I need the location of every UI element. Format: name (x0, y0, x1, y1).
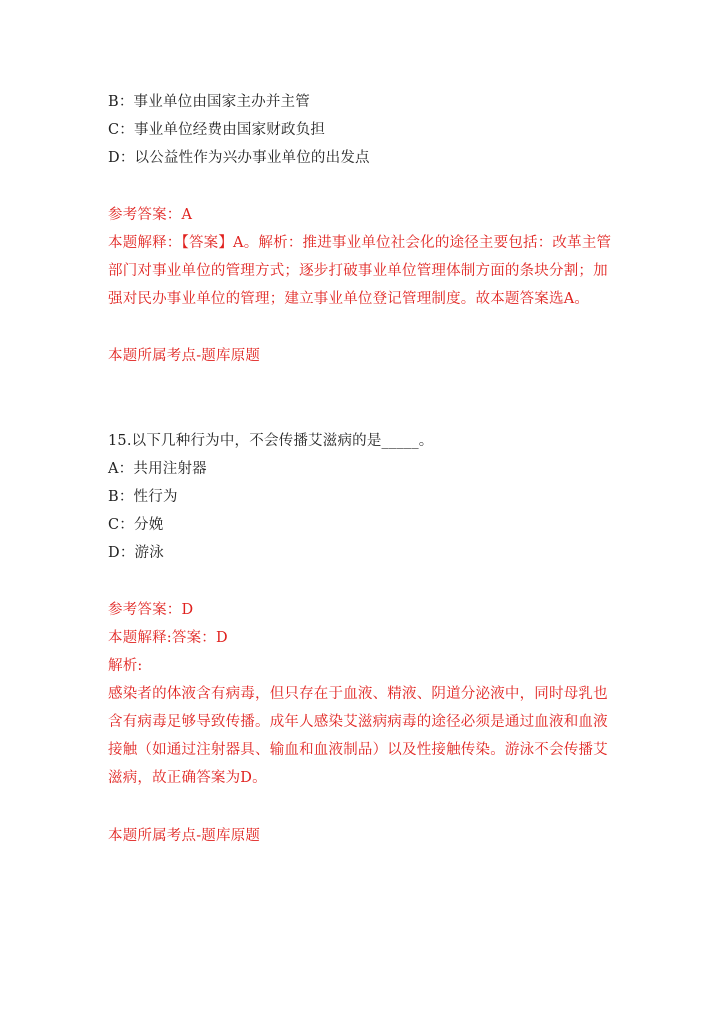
q15-option-d: D：游泳 (108, 545, 164, 561)
q15-source: 本题所属考点-题库原题 (108, 828, 261, 844)
q14-option-b: B：事业单位由国家主办并主管 (108, 94, 310, 110)
q14-option-d: D：以公益性作为兴办事业单位的出发点 (108, 150, 370, 166)
q15-analysis-line-2: 含有病毒足够导致传播。成年人感染艾滋病病毒的途径必须是通过血液和血液 (108, 714, 608, 730)
q14-option-c: C：事业单位经费由国家财政负担 (108, 122, 326, 138)
q15-option-c: C：分娩 (108, 517, 164, 533)
q15-explanation-header: 本题解释:答案：D (108, 630, 228, 646)
q14-explanation-line-2: 部门对事业单位的管理方式；逐步打破事业单位管理体制方面的条块分割；加 (108, 263, 608, 279)
q15-analysis-line-3: 接触（如通过注射器具、输血和血液制品）以及性接触传染。游泳不会传播艾 (108, 742, 608, 758)
q15-analysis-line-1: 感染者的体液含有病毒，但只存在于血液、精液、阴道分泌液中，同时母乳也 (108, 686, 608, 702)
q14-source: 本题所属考点-题库原题 (108, 348, 261, 364)
q15-answer: 参考答案：D (108, 602, 194, 618)
q15-analysis-line-4: 滋病，故正确答案为D。 (108, 770, 267, 786)
q14-explanation-line-3: 强对民办事业单位的管理；建立事业单位登记管理制度。故本题答案选A。 (108, 291, 590, 307)
q14-explanation-line-1: 本题解释：【答案】A。解析：推进事业单位社会化的途径主要包括：改革主管 (108, 235, 612, 251)
q15-option-b: B：性行为 (108, 489, 178, 505)
q15-question: 15.以下几种行为中，不会传播艾滋病的是_____。 (108, 433, 434, 449)
q15-option-a: A：共用注射器 (108, 461, 207, 477)
q14-answer: 参考答案：A (108, 207, 193, 223)
q15-analysis-label: 解析: (108, 658, 143, 674)
